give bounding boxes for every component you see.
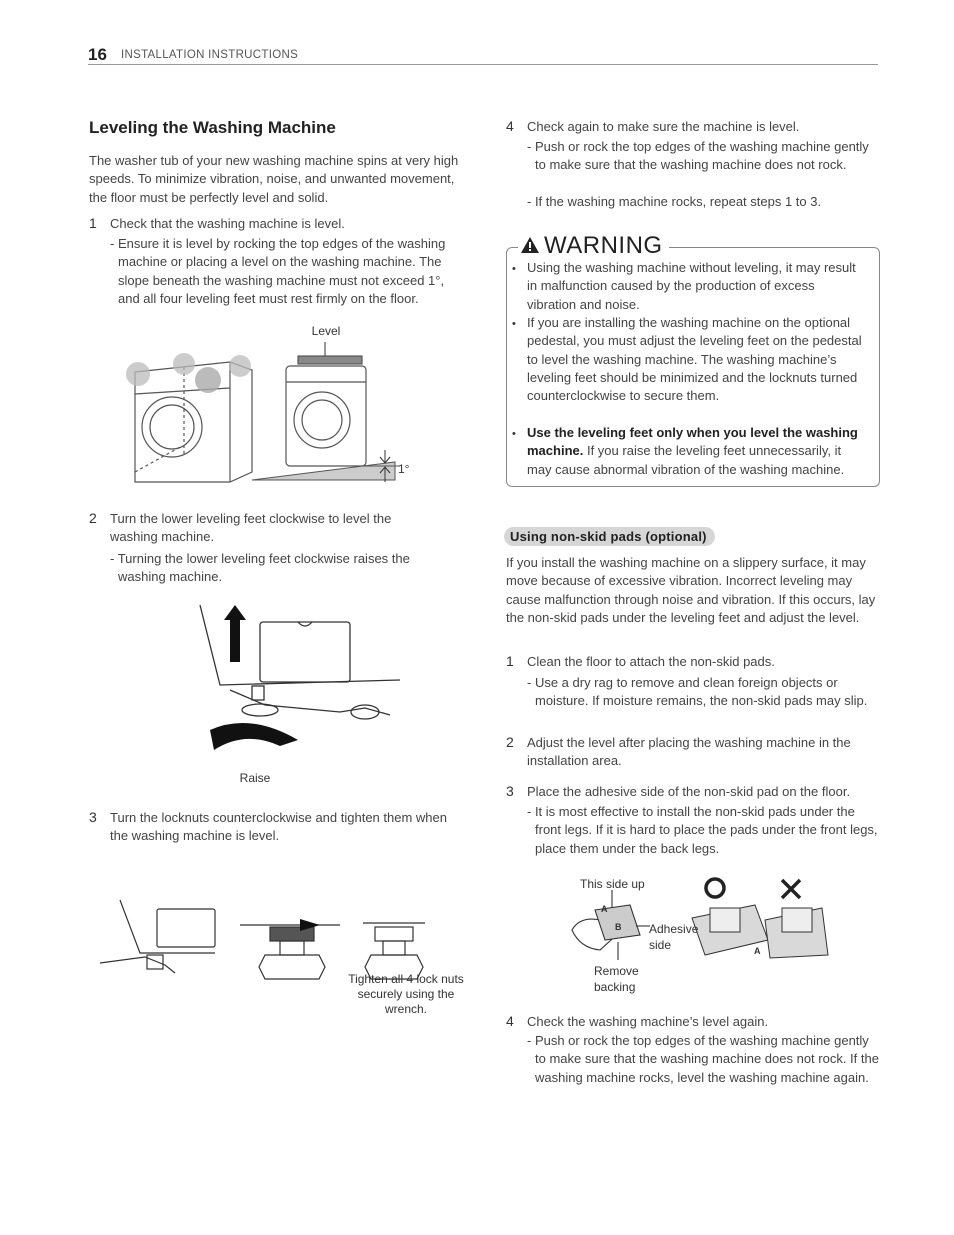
up-arrow-icon [224,605,246,662]
header-rule [88,64,878,65]
corner-marker [229,355,251,377]
intro-paragraph: The washer tub of your new washing machine spins at very high speeds. To minimize vibration, noise, and unwanted movement, the floor must be perfectly level and solid. [89,153,459,205]
right-step4-number: 4 [506,118,514,134]
ns-step3-number: 3 [506,783,514,799]
step1-text: Check that the washing machine is level. [110,216,345,231]
nonskid-intro: If you install the washing machine on a slippery surface, it may move because of excessive vibration. Incorrect leveling may cause malfunction through noise and vibration. If this occurs, lay the non-skid pads under the leveling feet and adjust the level. [506,555,876,625]
section-title: INSTALLATION INSTRUCTIONS [121,49,299,61]
warning-title [518,232,669,260]
label-a: A [601,904,608,914]
side-label: side [649,938,672,952]
page-number: 16 [88,45,107,64]
corner-marker [126,362,150,386]
bullet-icon: • [512,318,516,330]
adhesive-label: Adhesive [649,922,699,936]
warning-bullet-3 [527,424,867,479]
incorrect-pad-illustration [765,880,828,958]
right-step4-sub1: - Push or rock the top edges of the washing machine gently to make sure that the washing machine does not rock. [527,139,869,173]
correct-icon [706,879,724,897]
slope-floor [252,462,395,480]
tighten-label: Tighten all 4 lock nuts securely using the wrench. [348,972,464,1016]
leveling-figure [120,322,420,492]
warning-bullet-3-bold: Use the leveling feet only when you level the washing machine. [527,425,858,459]
step3-text: Turn the locknuts counterclockwise and tighten them when the washing machine is level. [110,810,447,844]
step3-number: 3 [89,809,97,825]
page-title: Leveling the Washing Machine [89,118,336,137]
ns-step4-text: Check the washing machine’s level again. [527,1014,769,1029]
step2-sub: - Turning the lower leveling feet clockwise raises the washing machine. [110,551,410,585]
right-step4-text: Check again to make sure the machine is level. [527,119,800,134]
correct-pad-illustration [692,879,768,955]
incorrect-icon [782,880,800,898]
ns-step2-text: Adjust the level after placing the washing machine in the installation area. [527,735,851,769]
angle-label: 1° [398,462,410,476]
step2-text: Turn the lower leveling feet clockwise to level the washing machine. [110,511,392,545]
remove-label: Remove [594,964,639,978]
bullet-icon: • [512,428,516,440]
washer-perspective-illustration [135,362,252,482]
label-b: B [615,922,622,932]
ns-step1-sub: - Use a dry rag to remove and clean foreign objects or moisture. If moisture remains, the non-skid pads may slip. [527,675,868,709]
label-a-2: A [754,946,761,956]
ns-step3-sub: - It is most effective to install the non-skid pads under the front legs. If it is hard to place the pads under the front legs, place them under the back legs. [527,804,878,856]
step2-number: 2 [89,510,97,526]
raise-figure [190,600,410,760]
corner-marker [195,367,221,393]
ns-step1-text: Clean the floor to attach the non-skid pads. [527,654,775,669]
ns-step3-text: Place the adhesive side of the non-skid pad on the floor. [527,784,851,799]
raise-label: Raise [239,771,271,785]
washer-front-illustration [286,342,366,466]
ns-step1-number: 1 [506,653,514,669]
ns-step2-number: 2 [506,734,514,750]
warning-bullet-3-rest: If you raise the leveling feet unnecessarily, it may cause abnormal vibration of the washing machine. [527,443,845,477]
level-label: Level [311,324,341,338]
ns-step4-sub: - Push or rock the top edges of the washing machine gently to make sure that the washing machine does not rock. If the washing machine rocks, level the washing machine again. [527,1033,879,1085]
corner-marker [173,353,195,375]
this-side-up-label: This side up [580,877,645,891]
warning-title-text: WARNING [544,232,663,259]
nonskid-heading: Using non-skid pads (optional) [504,527,715,546]
backing-label: backing [594,980,636,994]
step1-sub: - Ensure it is level by rocking the top edges of the washing machine or placing a level on the washing machine. The slope beneath the washing machine must not exceed 1°, and all four leveling feet must rest firmly on the floor. [110,236,446,306]
bullet-icon: • [512,263,516,275]
warning-bullet-2: If you are installing the washing machine on the optional pedestal, you must adjust the leveling feet on the pedestal to level the washing machine. The washing machine’s leveling feet should be minimized and the locknuts turned counterclockwise to secure them. [527,315,862,404]
ns-step4-number: 4 [506,1013,514,1029]
warning-icon [520,236,540,254]
step1-number: 1 [89,215,97,231]
warning-bullet-1: Using the washing machine without leveling, it may result in malfunction caused by the production of excess vibration and noise. [527,260,856,312]
right-step4-sub2: - If the washing machine rocks, repeat steps 1 to 3. [527,194,822,209]
rotate-arrow-icon [210,723,298,750]
